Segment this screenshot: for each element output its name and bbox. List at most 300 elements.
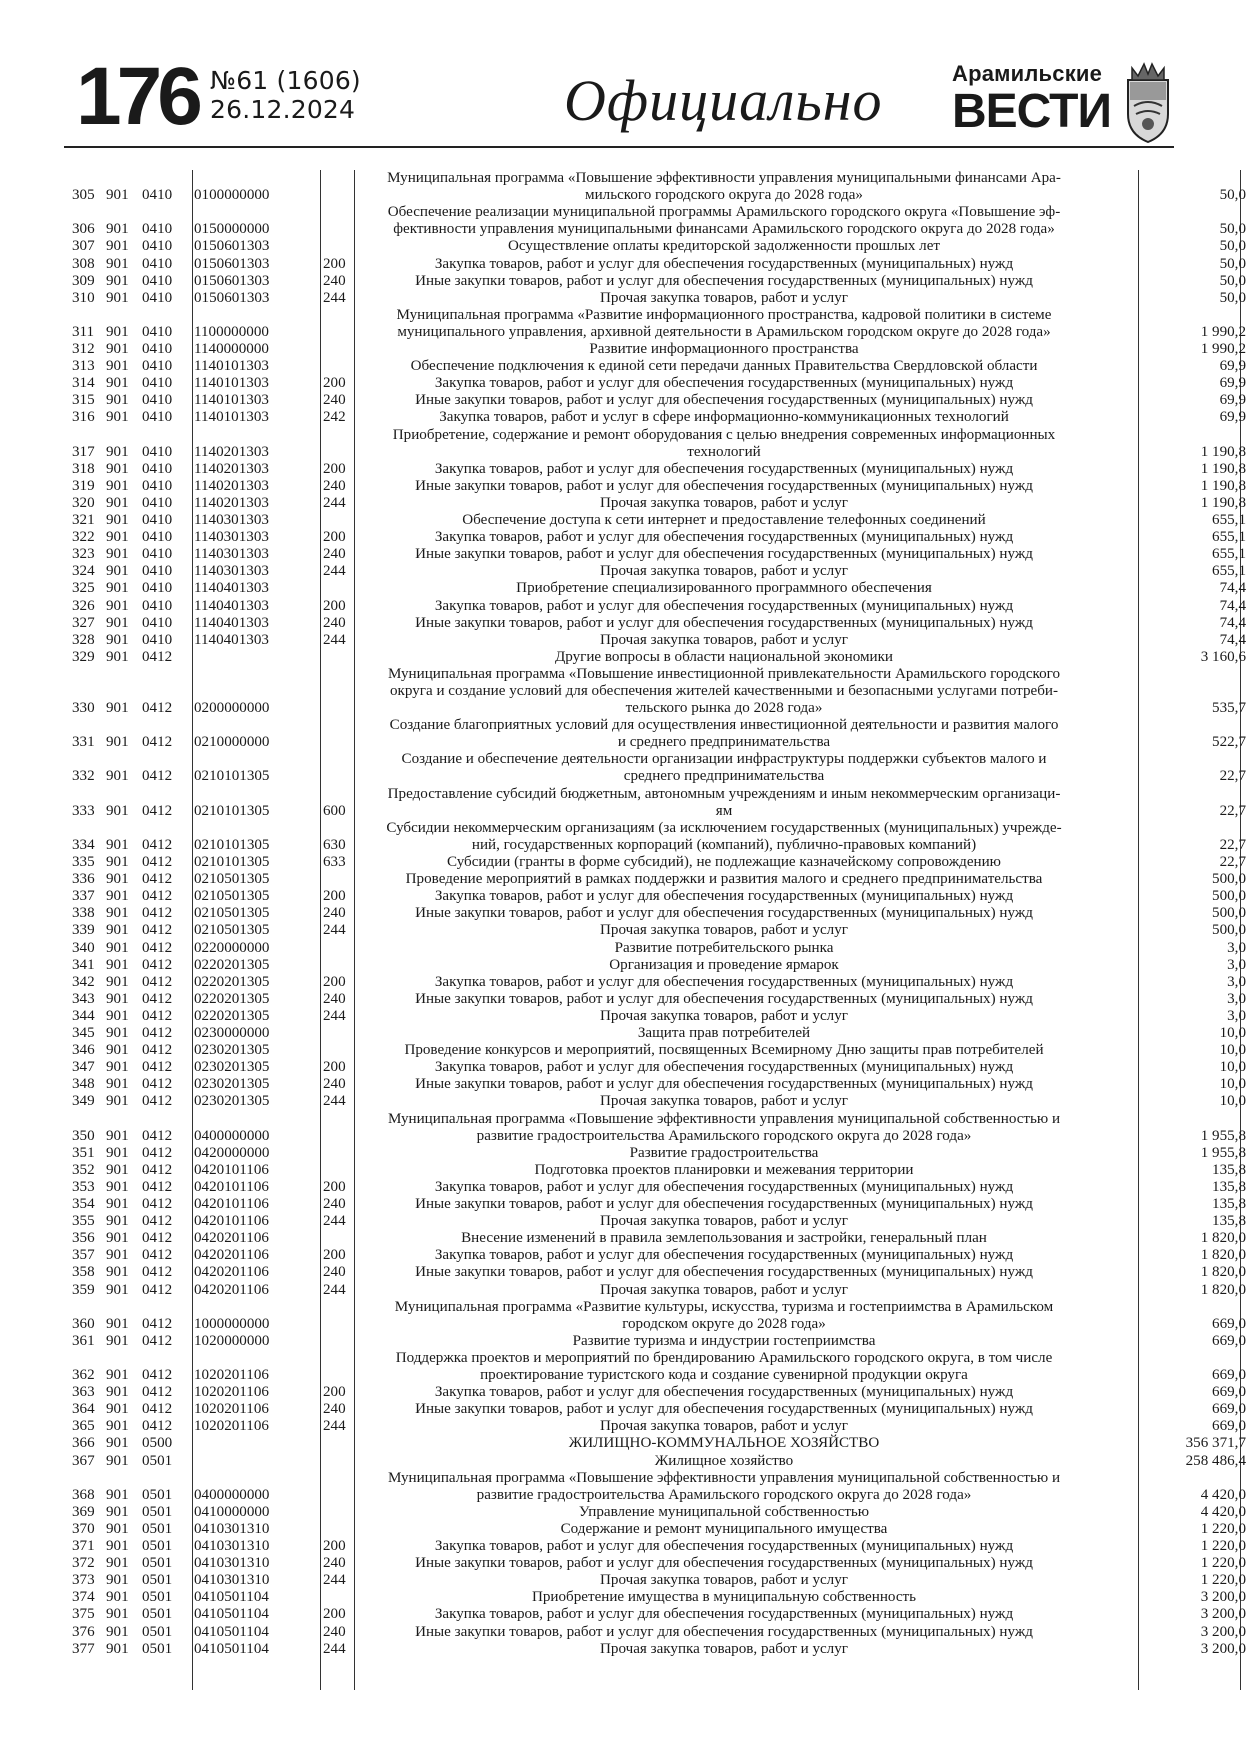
logo-line-1: Арамильские: [952, 61, 1103, 86]
table-row: [68, 375, 1246, 392]
target-article-code: 0400000000: [194, 1486, 270, 1503]
expense-type-code: 244: [323, 1418, 346, 1435]
row-amount: 10,0: [1219, 1093, 1246, 1110]
row-amount: 1 220,0: [1200, 1555, 1246, 1572]
section-code: 0412: [142, 854, 173, 870]
row-amount: 74,4: [1219, 631, 1246, 648]
table-row: [68, 717, 1246, 751]
section-code: 0412: [142, 1076, 173, 1093]
gr-code: 901: [106, 1076, 129, 1093]
section-code: 0410: [142, 580, 173, 597]
section-code: 0410: [142, 289, 173, 306]
row-amount: 3,0: [1227, 1007, 1246, 1024]
row-amount: 500,0: [1212, 905, 1246, 922]
gr-code: 901: [106, 255, 129, 272]
row-description: Обеспечение подключения к единой сети передачи данных Правительства Свердловской области: [410, 358, 1038, 375]
issue-date: 26.12.2024: [210, 95, 356, 124]
row-description: Развитие информационного пространства: [589, 341, 859, 357]
table-row: [68, 1230, 1246, 1247]
section-code: 0501: [142, 1572, 173, 1589]
gr-code: 901: [106, 529, 129, 546]
gr-code: 901: [106, 1572, 129, 1589]
gr-code: 901: [106, 597, 129, 614]
row-number: 319: [72, 477, 95, 494]
row-number: 340: [72, 939, 95, 956]
target-article-code: 0220201305: [194, 990, 270, 1007]
row-amount: 69,9: [1219, 392, 1246, 409]
row-amount: 50,0: [1219, 255, 1246, 272]
target-article-code: 1140301303: [194, 512, 269, 528]
target-article-code: 0210000000: [194, 734, 270, 751]
gr-code: 901: [106, 546, 129, 563]
table-row: [68, 289, 1246, 307]
gr-code: 901: [106, 358, 129, 375]
section-code: 0410: [142, 546, 173, 563]
target-article-code: 1100000000: [194, 323, 269, 340]
section-code: 0410: [142, 529, 173, 546]
row-amount: 500,0: [1212, 871, 1246, 888]
row-description: Закупка товаров, работ и услуг для обеспечения государственных (муниципальных) нужд: [434, 973, 1014, 990]
table-row: [68, 529, 1246, 546]
row-amount: 1 220,0: [1200, 1572, 1246, 1589]
target-article-code: 0150000000: [194, 221, 270, 238]
row-description: Прочая закупка товаров, работ и услуг: [600, 1007, 848, 1024]
expense-type-code: 630: [323, 836, 346, 853]
issue-number: №61 (1606): [210, 66, 361, 95]
gr-code: 901: [106, 888, 129, 905]
gr-code: 901: [106, 1538, 129, 1554]
row-amount: 669,0: [1212, 1366, 1246, 1383]
target-article-code: 0100000000: [194, 187, 270, 204]
gr-code: 901: [106, 973, 129, 990]
row-number: 364: [72, 1401, 95, 1418]
row-description: Закупка товаров, работ и услуг для обеспечения государственных (муниципальных) нужд: [434, 529, 1014, 546]
row-number: 362: [72, 1366, 95, 1383]
gr-code: 901: [106, 631, 129, 648]
section-code: 0501: [142, 1555, 173, 1572]
row-number: 371: [72, 1538, 95, 1554]
row-number: 336: [72, 871, 95, 888]
table-row: [68, 1110, 1246, 1145]
coat-of-arms-icon: [1124, 58, 1172, 144]
row-description: Приобретение специализированного программного обеспечения: [516, 580, 932, 597]
row-description: Иные закупки товаров, работ и услуг для обеспечения государственных (муниципальных) нужд: [415, 1076, 1033, 1093]
row-number: 368: [72, 1486, 95, 1503]
row-number: 329: [72, 648, 95, 665]
gr-code: 901: [106, 734, 129, 751]
row-number: 353: [72, 1178, 95, 1195]
expense-type-code: 240: [323, 272, 346, 289]
row-number: 321: [72, 512, 95, 528]
expense-type-code: 200: [323, 255, 346, 272]
target-article-code: 0230201305: [194, 1093, 270, 1110]
row-number: 318: [72, 460, 95, 477]
target-article-code: 0420201106: [194, 1230, 269, 1247]
row-number: 315: [72, 392, 95, 409]
section-code: 0412: [142, 1144, 173, 1161]
row-number: 306: [72, 221, 95, 238]
row-number: 357: [72, 1247, 95, 1264]
row-description: Муниципальная программа «Развитие информационного пространства, кадровой политики в системе муниципального управления, архивной деятельности в Арамильском городском округе до 2028 года»: [396, 306, 1052, 340]
section-code: 0410: [142, 409, 173, 426]
row-description: Закупка товаров, работ и услуг для обеспечения государственных (муниципальных) нужд: [434, 1538, 1014, 1554]
row-number: 338: [72, 905, 95, 922]
row-description: Субсидии некоммерческим организациям (за исключением государственных (муниципальных) учрежде- ний, государственных корпораций (компаний), публично-правовых компаний): [386, 819, 1062, 853]
target-article-code: 1020201106: [194, 1366, 269, 1383]
table-row: [68, 956, 1246, 974]
row-number: 307: [72, 238, 95, 255]
section-code: 0501: [142, 1589, 173, 1606]
row-number: 323: [72, 546, 95, 563]
section-code: 0412: [142, 1178, 173, 1195]
target-article-code: 1140401303: [194, 580, 269, 597]
target-article-code: 1140301303: [194, 529, 269, 546]
gr-code: 901: [106, 1315, 129, 1332]
gr-code: 901: [106, 614, 129, 631]
target-article-code: 0210501305: [194, 922, 270, 939]
row-number: 339: [72, 922, 95, 939]
gr-code: 901: [106, 1281, 129, 1298]
row-amount: 3 200,0: [1200, 1589, 1246, 1606]
row-amount: 1 820,0: [1200, 1281, 1246, 1298]
row-number: 317: [72, 443, 95, 460]
gr-code: 901: [106, 1332, 129, 1349]
gr-code: 901: [106, 512, 129, 528]
gr-code: 901: [106, 1059, 129, 1076]
expense-type-code: 633: [323, 854, 346, 870]
row-number: 348: [72, 1076, 95, 1093]
row-description: Предоставление субсидий бюджетным, автономным учреждениям и иным некоммерческим организаци- ям: [387, 785, 1061, 819]
table-row: [68, 973, 1246, 991]
row-description: Приобретение, содержание и ремонт оборудования с целью внедрения современных информационных технологий: [392, 426, 1056, 460]
target-article-code: 1020000000: [194, 1332, 270, 1349]
row-description: Иные закупки товаров, работ и услуг для обеспечения государственных (муниципальных) нужд: [415, 477, 1033, 494]
row-number: 377: [72, 1640, 95, 1657]
gr-code: 901: [106, 922, 129, 939]
section-code: 0501: [142, 1486, 173, 1503]
row-number: 311: [72, 323, 95, 340]
row-description: Создание и обеспечение деятельности организации инфраструктуры поддержки субъектов малого и среднего предпринимательства: [401, 751, 1047, 785]
gr-code: 901: [106, 1127, 129, 1144]
row-number: 358: [72, 1264, 95, 1281]
row-amount: 1 190,8: [1200, 494, 1246, 511]
target-article-code: 0410301310: [194, 1538, 270, 1554]
row-amount: 3,0: [1227, 973, 1246, 990]
row-amount: 74,4: [1219, 580, 1246, 597]
gr-code: 901: [106, 1418, 129, 1435]
row-number: 326: [72, 597, 95, 614]
table-row: [68, 1401, 1246, 1418]
section-code: 0410: [142, 255, 173, 272]
section-code: 0412: [142, 1281, 173, 1298]
table-row: [68, 1538, 1246, 1555]
row-description: Развитие туризма и индустрии гостеприимства: [572, 1332, 876, 1349]
row-amount: 135,8: [1212, 1178, 1246, 1195]
table-row: [68, 1161, 1246, 1179]
row-amount: 135,8: [1212, 1196, 1246, 1212]
row-description: Закупка товаров, работ и услуг для обеспечения государственных (муниципальных) нужд: [434, 460, 1014, 477]
row-amount: 1 820,0: [1200, 1247, 1246, 1264]
row-description: Обеспечение реализации муниципальной программы Арамильского городского округа «Повышение эф- фективности управления муниципальными финансами Арамильского городского округа до 2028 года»: [387, 204, 1061, 238]
table-row: [68, 871, 1246, 888]
row-amount: 258 486,4: [1185, 1452, 1246, 1469]
row-description: Прочая закупка товаров, работ и услуг: [600, 1281, 848, 1298]
row-amount: 1 220,0: [1200, 1520, 1246, 1537]
gr-code: 901: [106, 1435, 129, 1452]
row-number: 360: [72, 1315, 95, 1332]
table-row: [68, 665, 1246, 717]
target-article-code: 1140201303: [194, 460, 269, 477]
row-number: 375: [72, 1606, 95, 1623]
target-article-code: 0230201305: [194, 1076, 270, 1093]
gr-code: 901: [106, 768, 129, 785]
gr-code: 901: [106, 1589, 129, 1606]
gr-code: 901: [106, 443, 129, 460]
target-article-code: 0420201106: [194, 1247, 269, 1264]
target-article-code: 0410501104: [194, 1623, 269, 1640]
section-code: 0500: [142, 1435, 173, 1452]
gr-code: 901: [106, 956, 129, 973]
section-code: 0412: [142, 888, 173, 905]
row-amount: 50,0: [1219, 187, 1246, 204]
expense-type-code: 240: [323, 546, 346, 563]
section-code: 0412: [142, 1384, 173, 1401]
row-description: Прочая закупка товаров, работ и услуг: [600, 922, 848, 939]
table-row: [68, 614, 1246, 632]
table-row: [68, 785, 1246, 820]
row-amount: 3 200,0: [1200, 1623, 1246, 1640]
row-number: 332: [72, 768, 95, 785]
target-article-code: 0210101305: [194, 768, 270, 785]
table-row: [68, 1025, 1246, 1042]
row-number: 337: [72, 888, 95, 905]
row-description: Развитие потребительского рынка: [614, 939, 834, 956]
table-row: [68, 358, 1246, 375]
row-amount: 1 820,0: [1200, 1230, 1246, 1247]
target-article-code: 0400000000: [194, 1127, 270, 1144]
expense-type-code: 200: [323, 597, 346, 614]
target-article-code: 0420101106: [194, 1161, 269, 1178]
expense-type-code: 200: [323, 529, 346, 546]
section-code: 0412: [142, 1247, 173, 1264]
gr-code: 901: [106, 221, 129, 238]
row-number: 351: [72, 1144, 95, 1161]
header-divider: [64, 146, 1174, 148]
row-description: Муниципальная программа «Повышение инвестиционной привлекательности Арамильского городского округа и создание условий для обеспечения жителей качественными и безопасными услугами потреби- тельского рынка до 2028 года»: [387, 665, 1061, 717]
expense-type-code: 244: [323, 631, 346, 648]
row-description: Развитие градостроительства: [629, 1144, 819, 1161]
row-number: 366: [72, 1435, 95, 1452]
table-row: [68, 1640, 1246, 1658]
target-article-code: 0410501104: [194, 1606, 269, 1623]
row-number: 327: [72, 614, 95, 631]
expense-type-code: 200: [323, 1538, 346, 1554]
gr-code: 901: [106, 802, 129, 819]
table-row: [68, 460, 1246, 478]
row-description: Прочая закупка товаров, работ и услуг: [600, 1093, 848, 1110]
expense-type-code: 200: [323, 1247, 346, 1264]
table-row: [68, 648, 1246, 666]
table-row: [68, 512, 1246, 529]
expense-type-code: 240: [323, 1264, 346, 1281]
row-description: Управление муниципальной собственностью: [578, 1503, 870, 1520]
row-amount: 50,0: [1219, 289, 1246, 306]
section-code: 0410: [142, 443, 173, 460]
section-code: 0410: [142, 597, 173, 614]
row-amount: 1 990,2: [1200, 341, 1246, 357]
row-description: Закупка товаров, работ и услуг для обеспечения государственных (муниципальных) нужд: [434, 888, 1014, 905]
gr-code: 901: [106, 1196, 129, 1212]
row-number: 347: [72, 1059, 95, 1076]
gr-code: 901: [106, 375, 129, 392]
row-number: 309: [72, 272, 95, 289]
row-description: Муниципальная программа «Повышение эффективности управления муниципальной собственностью и развитие градостроительства Арамильского городского округа до 2028 года»: [387, 1110, 1061, 1144]
expense-type-code: 242: [323, 409, 346, 426]
section-code: 0410: [142, 375, 173, 392]
row-amount: 1 190,8: [1200, 460, 1246, 477]
gr-code: 901: [106, 871, 129, 888]
row-description: Проведение конкурсов и мероприятий, посвященных Всемирному Дню защиты прав потребителей: [404, 1042, 1044, 1059]
row-number: 355: [72, 1213, 95, 1230]
table-row: [68, 631, 1246, 649]
row-amount: 1 190,8: [1200, 477, 1246, 494]
row-amount: 1 955,8: [1200, 1127, 1246, 1144]
gr-code: 901: [106, 563, 129, 580]
target-article-code: 1140201303: [194, 443, 269, 460]
row-number: 324: [72, 563, 95, 580]
row-amount: 22,7: [1219, 854, 1246, 870]
target-article-code: 0210501305: [194, 888, 270, 905]
row-amount: 10,0: [1219, 1076, 1246, 1093]
gr-code: 901: [106, 323, 129, 340]
gr-code: 901: [106, 1144, 129, 1161]
row-amount: 655,1: [1212, 512, 1246, 528]
table-row: [68, 1503, 1246, 1521]
gr-code: 901: [106, 939, 129, 956]
target-article-code: 1020201106: [194, 1401, 269, 1418]
table-row: [68, 819, 1246, 854]
expense-type-code: 200: [323, 1606, 346, 1623]
gr-code: 901: [106, 1230, 129, 1247]
row-description: Создание благоприятных условий для осуществления инвестиционной деятельности и развития малого и среднего предпринимательства: [389, 717, 1059, 751]
table-row: [68, 170, 1246, 204]
table-row: [68, 1264, 1246, 1281]
gr-code: 901: [106, 238, 129, 255]
section-code: 0412: [142, 1127, 173, 1144]
row-description: Жилищное хозяйство: [654, 1452, 794, 1469]
section-code: 0412: [142, 1213, 173, 1230]
target-article-code: 1140101303: [194, 358, 269, 375]
expense-type-code: 244: [323, 289, 346, 306]
row-description: Прочая закупка товаров, работ и услуг: [600, 494, 848, 511]
section-code: 0412: [142, 1401, 173, 1418]
expense-type-code: 244: [323, 922, 346, 939]
gr-code: 901: [106, 289, 129, 306]
table-row: [68, 1213, 1246, 1230]
expense-type-code: 200: [323, 973, 346, 990]
gr-code: 901: [106, 1503, 129, 1520]
target-article-code: 0420101106: [194, 1213, 269, 1230]
row-number: 330: [72, 700, 95, 717]
budget-table: [68, 170, 1246, 1690]
section-code: 0412: [142, 1161, 173, 1178]
row-number: 342: [72, 973, 95, 990]
row-amount: 50,0: [1219, 238, 1246, 255]
target-article-code: 0420000000: [194, 1144, 270, 1161]
target-article-code: 1140301303: [194, 563, 269, 580]
section-title: Официально: [564, 68, 883, 133]
section-code: 0412: [142, 990, 173, 1007]
table-row: [68, 477, 1246, 495]
table-row: [68, 1281, 1246, 1299]
gr-code: 901: [106, 1606, 129, 1623]
gr-code: 901: [106, 1384, 129, 1401]
gr-code: 901: [106, 1025, 129, 1041]
section-code: 0412: [142, 1042, 173, 1059]
row-description: Закупка товаров, работ и услуг для обеспечения государственных (муниципальных) нужд: [434, 597, 1014, 614]
section-code: 0410: [142, 614, 173, 631]
target-article-code: 0200000000: [194, 700, 270, 717]
row-amount: 3,0: [1227, 956, 1246, 973]
row-amount: 22,7: [1219, 836, 1246, 853]
row-amount: 4 420,0: [1200, 1503, 1246, 1520]
row-description: Прочая закупка товаров, работ и услуг: [600, 631, 848, 648]
issue-info: [210, 66, 361, 124]
table-row: [68, 426, 1246, 461]
gr-code: 901: [106, 700, 129, 717]
gr-code: 901: [106, 1042, 129, 1059]
gr-code: 901: [106, 1366, 129, 1383]
table-row: [68, 306, 1246, 341]
row-description: Содержание и ремонт муниципального имущества: [560, 1520, 888, 1537]
table-row: [68, 854, 1246, 871]
table-row: [68, 1178, 1246, 1196]
expense-type-code: 240: [323, 1555, 346, 1572]
row-number: 356: [72, 1230, 95, 1247]
row-amount: 3,0: [1227, 990, 1246, 1007]
table-row: [68, 922, 1246, 939]
gr-code: 901: [106, 392, 129, 409]
target-article-code: 0420201106: [194, 1264, 269, 1281]
expense-type-code: 240: [323, 614, 346, 631]
section-code: 0412: [142, 939, 173, 956]
target-article-code: 0420101106: [194, 1178, 269, 1195]
section-code: 0501: [142, 1503, 173, 1520]
row-amount: 1 820,0: [1200, 1264, 1246, 1281]
section-code: 0410: [142, 358, 173, 375]
gr-code: 901: [106, 1264, 129, 1281]
target-article-code: 1020201106: [194, 1418, 269, 1435]
row-description: Внесение изменений в правила землепользования и застройки, генеральный план: [461, 1230, 987, 1247]
row-description: Другие вопросы в области национальной экономики: [554, 648, 894, 665]
row-number: 328: [72, 631, 95, 648]
row-description: Закупка товаров, работ и услуг для обеспечения государственных (муниципальных) нужд: [434, 1059, 1014, 1076]
row-number: 346: [72, 1042, 95, 1059]
table-row: [68, 392, 1246, 409]
row-amount: 655,1: [1212, 563, 1246, 580]
row-number: 333: [72, 802, 95, 819]
row-number: 320: [72, 494, 95, 511]
row-description: Иные закупки товаров, работ и услуг для обеспечения государственных (муниципальных) нужд: [415, 546, 1033, 563]
section-code: 0412: [142, 871, 173, 888]
row-number: 372: [72, 1555, 95, 1572]
table-row: [68, 1007, 1246, 1025]
gr-code: 901: [106, 1486, 129, 1503]
target-article-code: 1140401303: [194, 614, 269, 631]
row-amount: 535,7: [1212, 700, 1246, 717]
gr-code: 901: [106, 1623, 129, 1640]
row-number: 361: [72, 1332, 95, 1349]
